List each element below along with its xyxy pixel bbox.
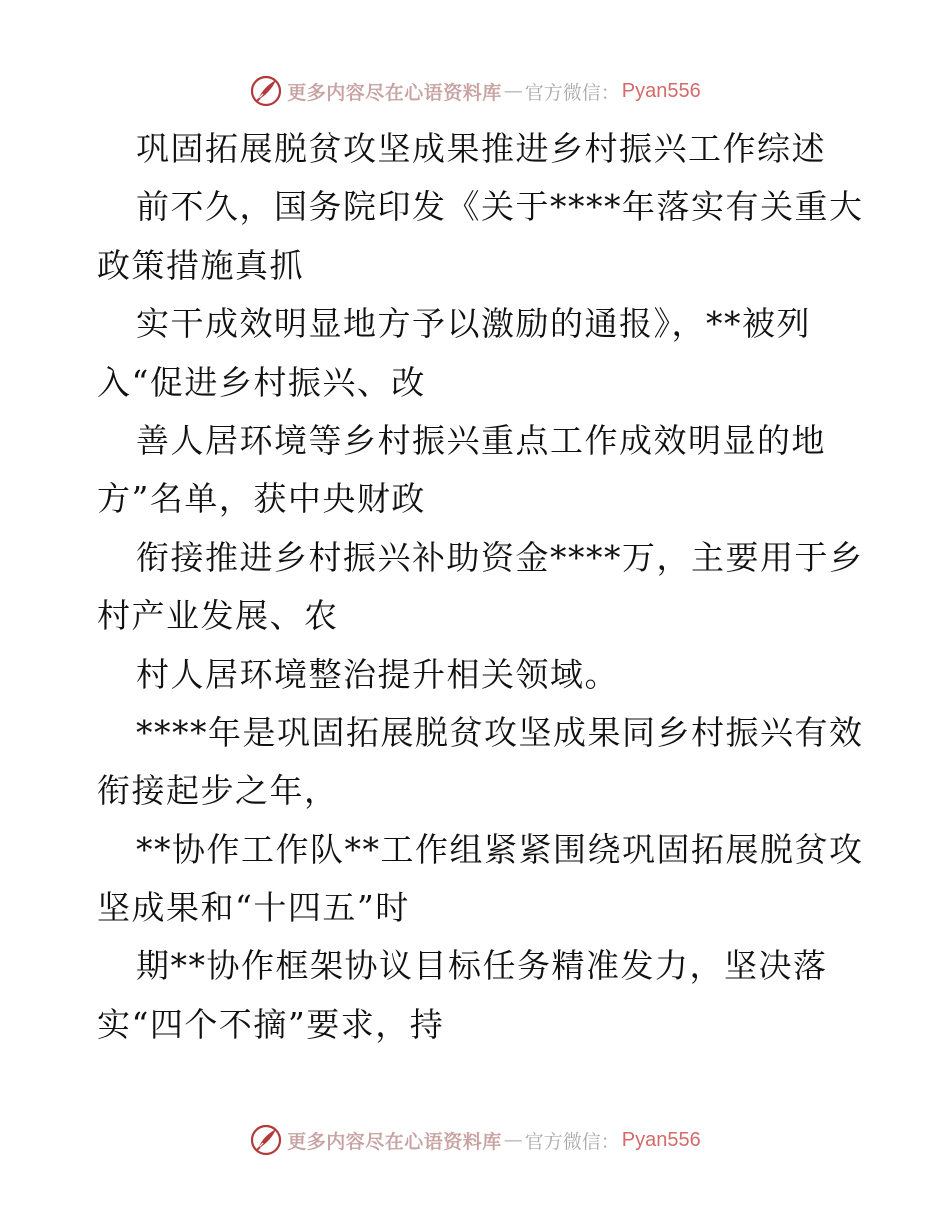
quill-logo-icon bbox=[249, 74, 283, 108]
text-line: 坚成果和“十四五”时 bbox=[97, 888, 410, 928]
text-line: **协作工作队**工作组紧紧围绕巩固拓展脱贫攻 bbox=[136, 829, 864, 869]
text-line: 入“促进乡村振兴、改 bbox=[97, 362, 426, 402]
header-brand: 更多内容尽在心语资料库 bbox=[287, 81, 502, 104]
footer-separator: — bbox=[503, 1129, 523, 1151]
header-separator: — bbox=[503, 80, 523, 102]
text-line: 政策措施真抓 bbox=[97, 245, 304, 285]
text-line: 衔接推进乡村振兴补助资金****万，主要用于乡 bbox=[136, 537, 864, 577]
text-line: 衔接起步之年， bbox=[97, 771, 339, 811]
text-line: 善人居环境等乡村振兴重点工作成效明显的地 bbox=[136, 420, 826, 460]
text-line: 村产业发展、农 bbox=[97, 596, 339, 636]
header-wechat-label: 官方微信： bbox=[524, 81, 620, 104]
footer-brand: 更多内容尽在心语资料库 bbox=[287, 1130, 502, 1153]
text-line: 期**协作框架协议目标任务精准发力，坚决落 bbox=[136, 946, 828, 986]
text-line: 村人居环境整治提升相关领域。 bbox=[136, 654, 619, 694]
text-line: 巩固拓展脱贫攻坚成果推进乡村振兴工作综述 bbox=[136, 129, 826, 168]
text-line: ****年是巩固拓展脱贫攻坚成果同乡村振兴有效 bbox=[136, 712, 864, 752]
quill-logo-icon bbox=[249, 1123, 283, 1157]
text-line: 方”名单，获中央财政 bbox=[97, 479, 426, 519]
footer-banner bbox=[0, 1122, 950, 1158]
header-wechat-id: Pyan556 bbox=[621, 79, 701, 102]
footer-wechat-label: 官方微信： bbox=[524, 1130, 620, 1153]
text-line: 实干成效明显地方予以激励的通报》，**被列 bbox=[136, 304, 811, 344]
footer-wechat-id: Pyan556 bbox=[621, 1128, 701, 1151]
document-body bbox=[97, 120, 867, 1054]
header-banner bbox=[0, 73, 950, 109]
text-line: 前不久，国务院印发《关于****年落实有关重大 bbox=[136, 187, 864, 227]
text-line: 实“四个不摘”要求，持 bbox=[97, 1004, 445, 1044]
